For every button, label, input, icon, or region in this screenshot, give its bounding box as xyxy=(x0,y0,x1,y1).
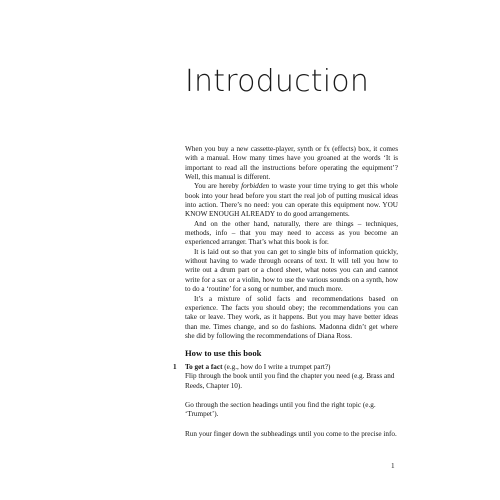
paragraph: And on the other hand, naturally, there are things – techniques, methods, info – that you may need to access as you become an experienced arranger. That’s what this book is for. xyxy=(185,219,398,247)
step-heading: To get a fact (e.g., how do I write a trumpet part?) Flip through the book until you find the chapter you need (e.g. Brass and Reeds, Chapter 10). xyxy=(185,363,395,390)
list-item xyxy=(173,363,398,449)
step-paragraph: Go through the section headings until you find the right topic (e.g. ‘Trumpet’). xyxy=(185,401,376,419)
page-number: 1 xyxy=(391,462,395,470)
steps-list xyxy=(173,363,398,449)
emphasis-text: forbidden xyxy=(241,182,270,191)
section-heading: How to use this book xyxy=(185,348,262,358)
step-title: To get a fact xyxy=(185,363,223,371)
paragraph: When you buy a new cassette-player, synth or fx (effects) box, it comes with a manual. How many times have you groaned at the words ‘It is important to read all the instructions before operating the equipment’? Well, this manual is different. xyxy=(185,145,398,182)
step-number: 1 xyxy=(173,363,177,371)
chapter-title: Introduction xyxy=(185,64,370,99)
paragraph: It’s a mixture of solid facts and recommendations based on experience. The facts you should obey; the recommendations you can take or leave. They work, as it happens. But you may have better ideas than me. Times change, and so do fashions. Madonna didn’t get where she did by following the recommendations of Diana Ross. xyxy=(185,294,398,340)
intro-body xyxy=(185,145,398,341)
paragraph: You are hereby forbidden to waste your time trying to get this whole book into your head before you start the real job of putting musical ideas into action. There’s no need: you can operate this equipment now. YOU KNOW ENOUGH ALREADY to do good arrangements. xyxy=(185,182,398,219)
step-body xyxy=(185,363,398,449)
paragraph: It is laid out so that you can get to single bits of information quickly, without having to wade through oceans of text. It will tell you how to write out a drum part or a chord sheet, what notes you can and cannot write for a sax or a violin, how to use the various sounds on a synth, how to do a ‘routine’ for a song or number, and much more. xyxy=(185,247,398,294)
step-paragraph: Run your finger down the subheadings until you come to the precise info. xyxy=(185,429,397,438)
